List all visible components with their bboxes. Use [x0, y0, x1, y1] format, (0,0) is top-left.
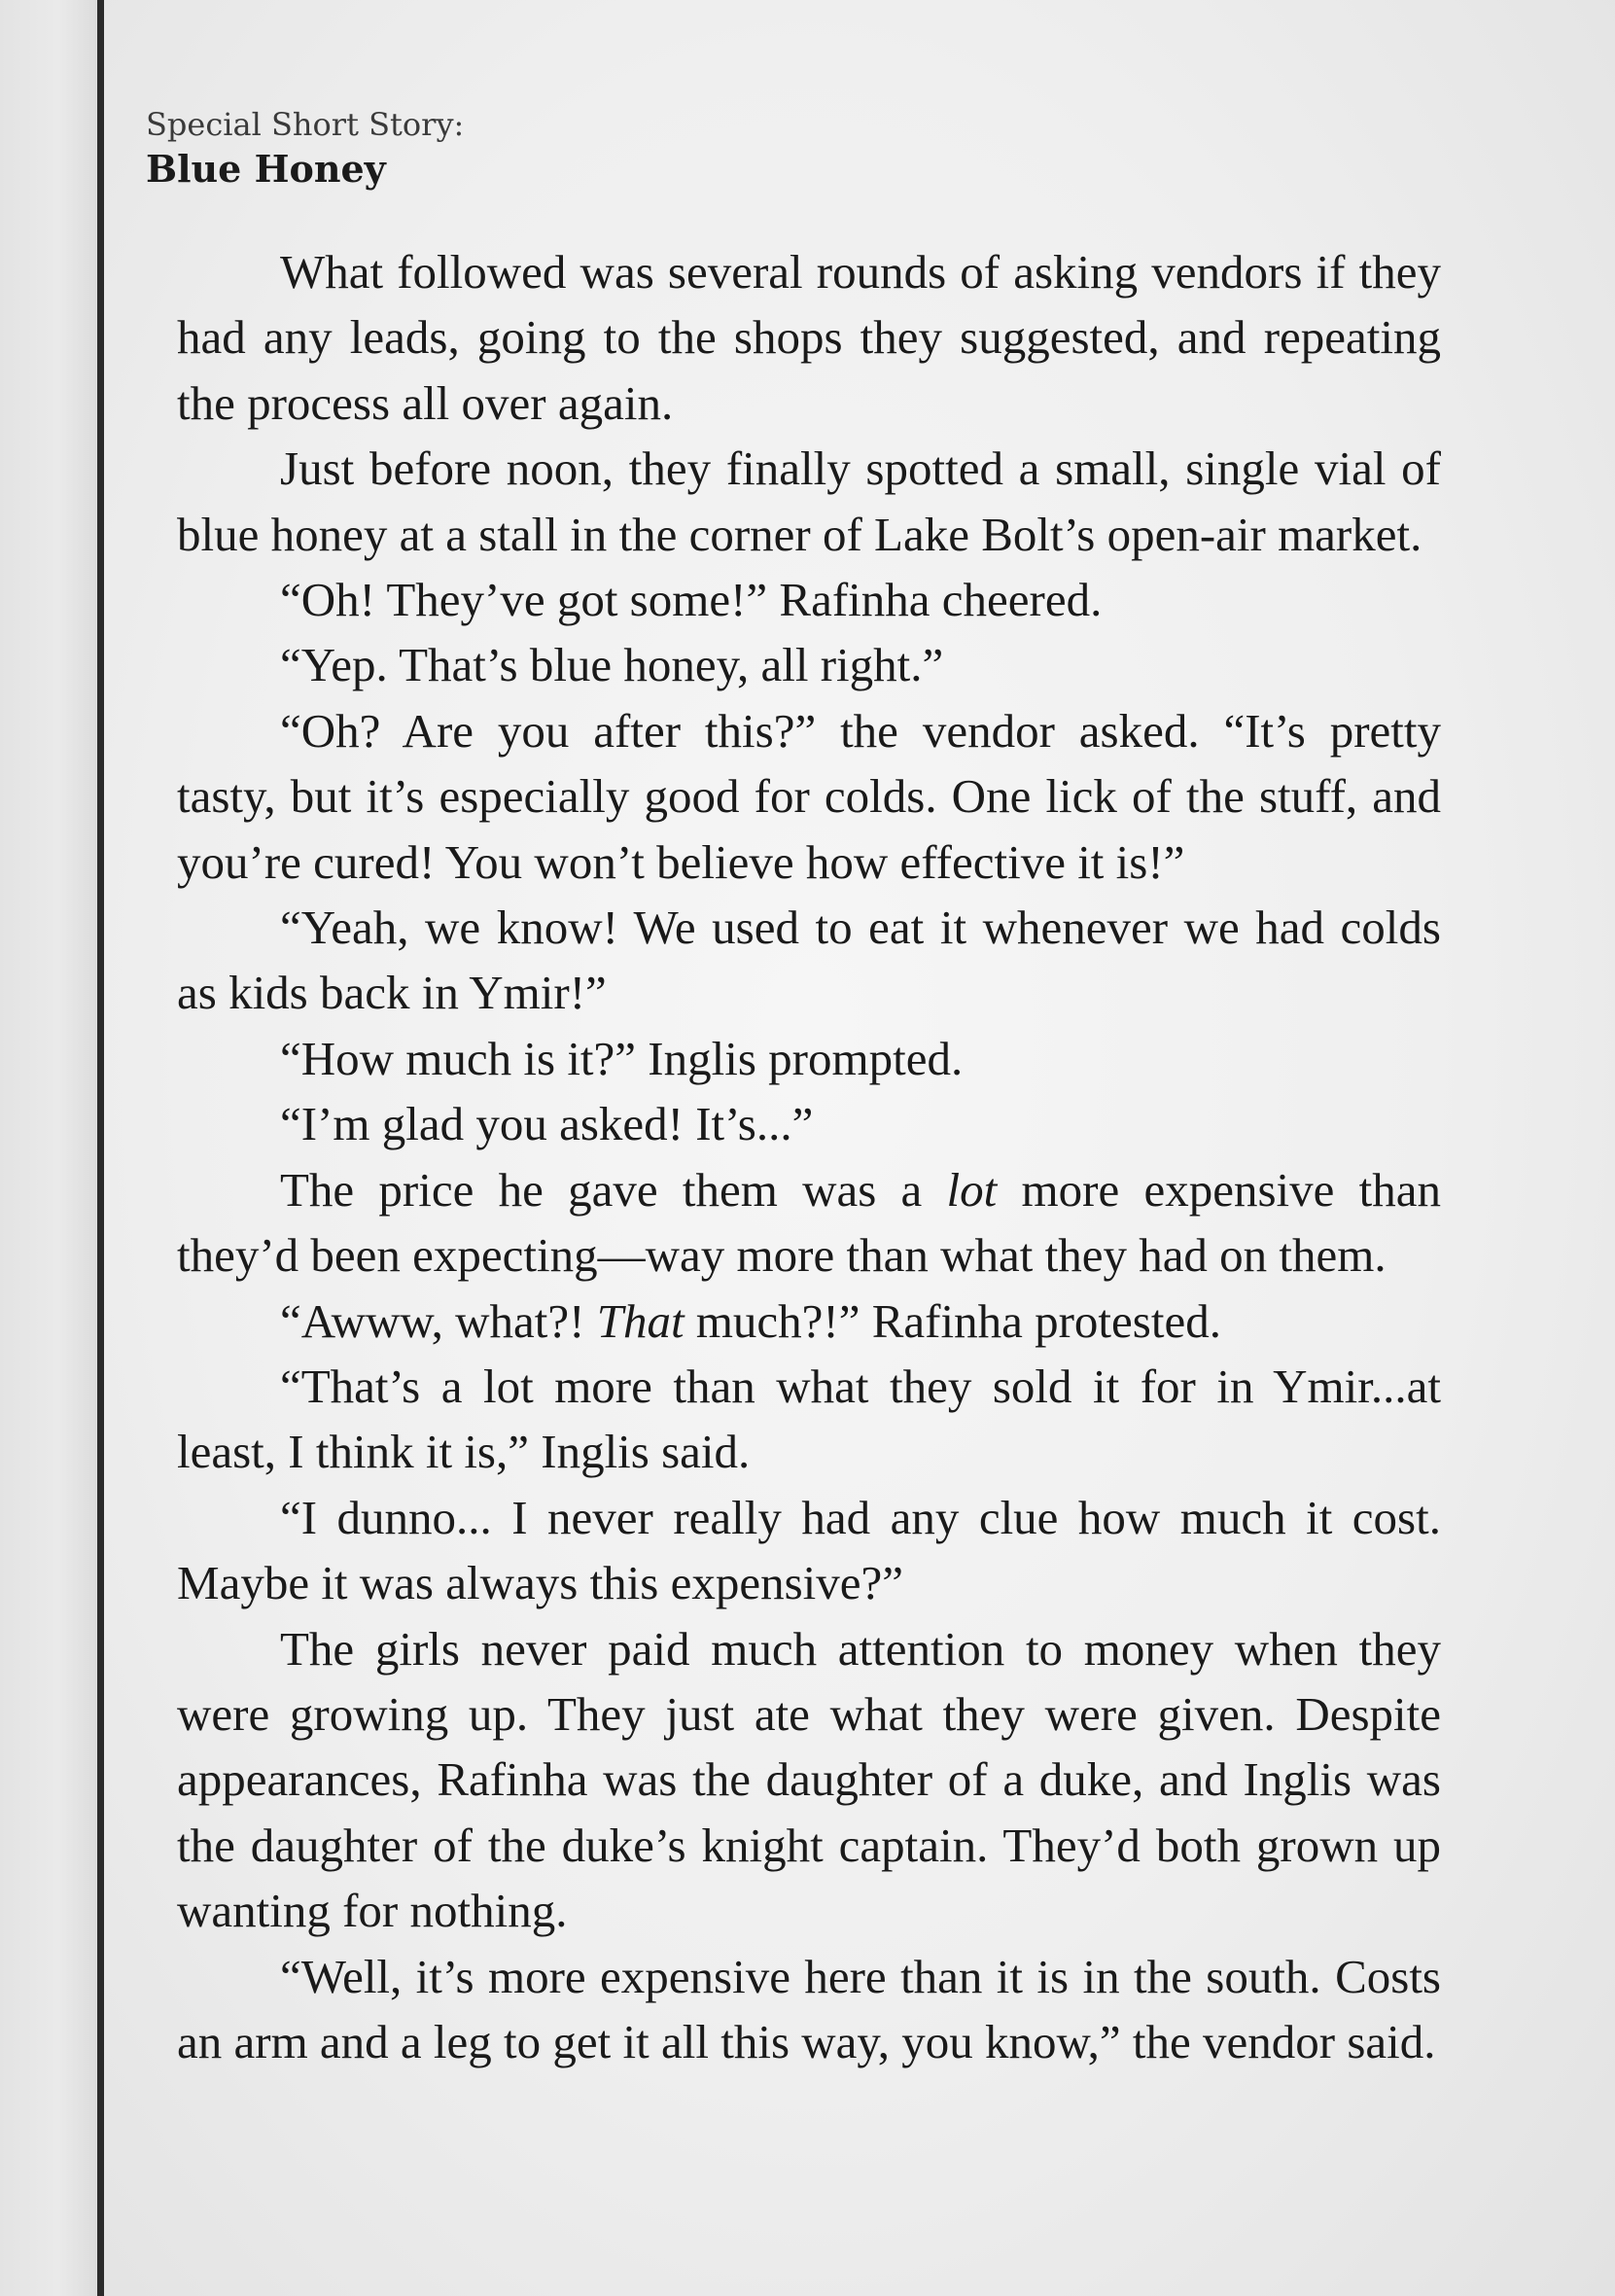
story-title: Blue Honey — [146, 147, 386, 191]
paragraph: “Yep. That’s blue honey, all right.” — [280, 638, 944, 692]
paragraph: “That’s a lot more than what they sold it for in Ymir...at least, I think it is,” Inglis said. — [177, 1359, 1441, 1479]
paragraph: Just before noon, they finally spotted a small, single vial of blue honey at a stall in the corner of Lake Bolt’s open-air market. — [177, 442, 1441, 561]
paragraph-text: “Awww, what?! — [280, 1293, 597, 1348]
paragraph: “How much is it?” Inglis prompted. — [280, 1031, 964, 1085]
paragraph-text: more expensive than they’d been expecting—way more than what they had on them. — [177, 1162, 1441, 1283]
paragraph — [177, 1289, 1441, 1354]
binding-line — [97, 0, 104, 2296]
paragraph: The girls never paid much attention to money when they were growing up. They just ate what they were given. Despite appearances, Rafinha was the daughter of a duke, and Inglis was the daughter of the duke’s knight captain. They’d both grown up wanting for nothing. — [177, 1621, 1441, 1938]
paragraph — [177, 1157, 1441, 1289]
paragraph: “I’m glad you asked! It’s...” — [280, 1097, 814, 1151]
paragraph-text: The price he gave them was a — [280, 1162, 947, 1217]
paragraph: “Oh? Are you after this?” the vendor asked. “It’s pretty tasty, but it’s especially good for colds. One lick of the stuff, and you’re cured! You won’t believe how effective it is!” — [177, 703, 1441, 889]
paragraph: “I dunno... I never really had any clue how much it cost. Maybe it was always this expensive?” — [177, 1490, 1441, 1610]
section-label: Special Short Story: — [146, 106, 465, 143]
emphasis: lot — [946, 1162, 998, 1217]
page-gutter — [0, 0, 97, 2296]
paragraph: “Well, it’s more expensive here than it is in the south. Costs an arm and a leg to get it all this way, you know,” the vendor said. — [177, 1949, 1441, 2068]
story-body — [177, 239, 1441, 2074]
paragraph: “Oh! They’ve got some!” Rafinha cheered. — [280, 573, 1103, 627]
emphasis: That — [596, 1293, 685, 1348]
paragraph-text: much?!” Rafinha protested. — [684, 1293, 1221, 1348]
paragraph: What followed was several rounds of asking vendors if they had any leads, going to the shops they suggested, and repeating the process all over again. — [177, 245, 1441, 430]
chapter-header — [146, 103, 464, 193]
paragraph: “Yeah, we know! We used to eat it whenever we had colds as kids back in Ymir!” — [177, 901, 1441, 1020]
